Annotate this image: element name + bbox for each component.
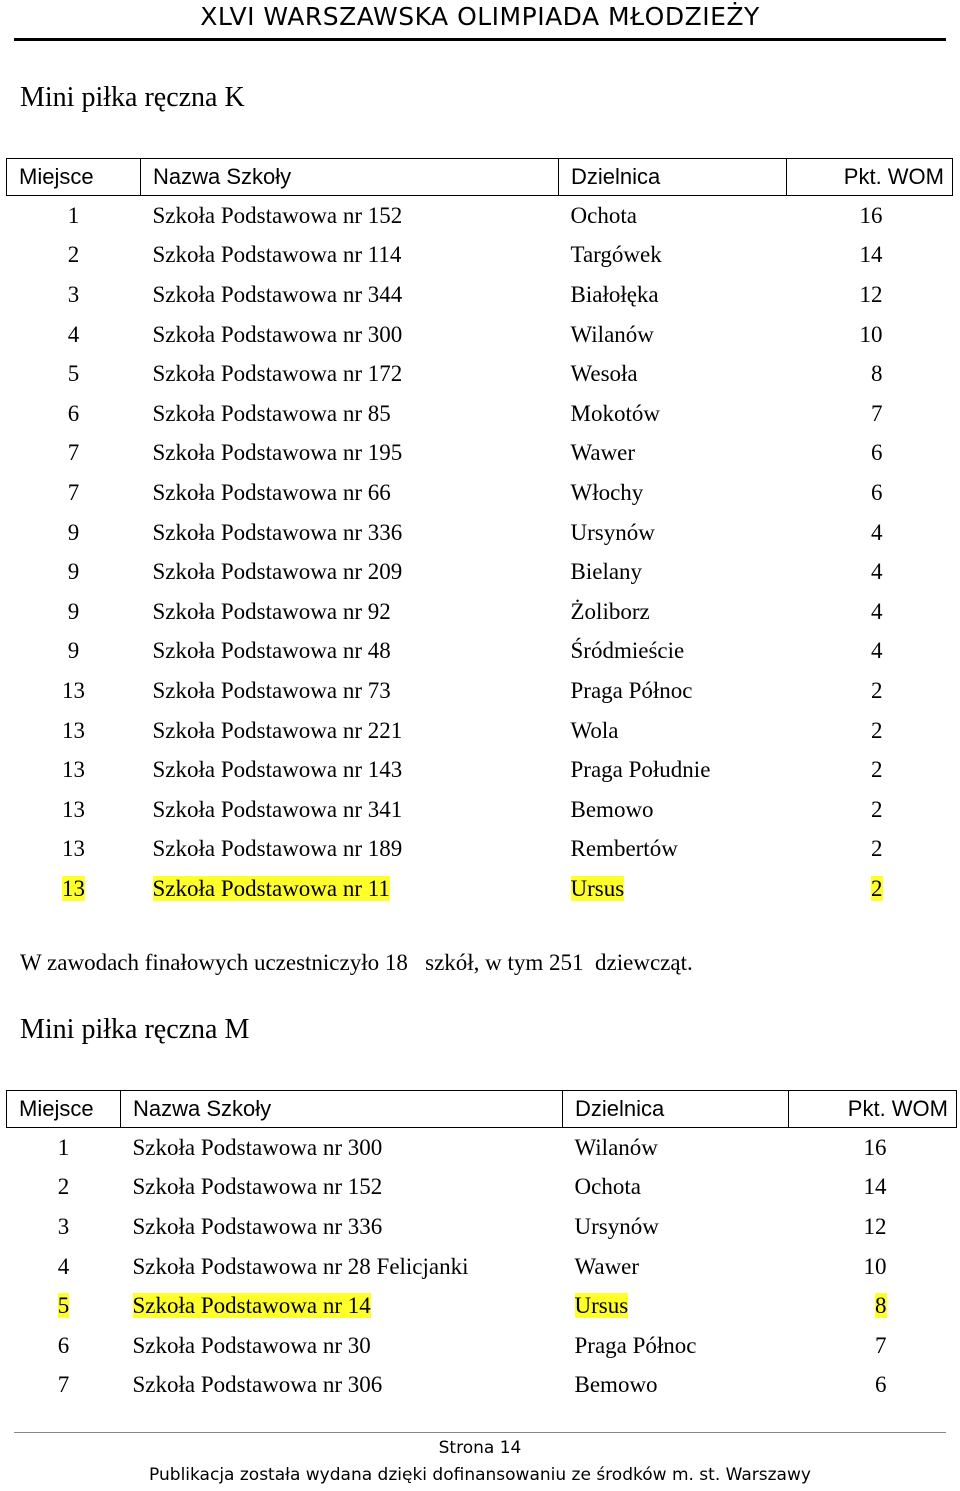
table-row: [7, 790, 953, 830]
place-cell: [7, 750, 141, 790]
table-row: [7, 1168, 957, 1208]
points-cell: [787, 869, 953, 909]
points-cell: [787, 236, 953, 276]
points-cell: [787, 473, 953, 513]
column-header-points: Pkt. WOM: [789, 1091, 957, 1128]
cell-text: Praga Północ: [570, 677, 693, 703]
results-table-k: [6, 158, 953, 909]
section-title-k: Mini piłka ręczna K: [20, 82, 245, 113]
school-cell: [141, 315, 559, 355]
points-cell: [787, 592, 953, 632]
table-row: [7, 1128, 957, 1168]
cell-text: 16: [859, 202, 883, 228]
cell-text: 4: [67, 321, 80, 347]
place-cell: [7, 394, 141, 434]
table-row: [7, 513, 953, 553]
school-cell: [141, 790, 559, 830]
table-row: [7, 711, 953, 751]
district-cell: [559, 671, 787, 711]
table-row: [7, 315, 953, 355]
cell-text: 4: [871, 559, 883, 585]
district-cell: [563, 1207, 789, 1247]
district-cell: [559, 513, 787, 553]
publication-note: Publikacja została wydana dzięki dofinansowaniu ze środków m. st. Warszawy: [149, 1465, 811, 1485]
cell-text: 2: [871, 836, 883, 862]
points-cell: [789, 1366, 957, 1406]
cell-text: Szkoła Podstawowa nr 344: [152, 281, 403, 307]
cell-text: 2: [871, 677, 883, 703]
points-cell: [787, 671, 953, 711]
table-row: [7, 1326, 957, 1366]
points-cell: [787, 513, 953, 553]
table-row: [7, 552, 953, 592]
cell-text: Szkoła Podstawowa nr 14: [132, 1293, 371, 1319]
cell-text: Wawer: [574, 1253, 640, 1279]
table-row: [7, 354, 953, 394]
cell-text: 9: [67, 638, 80, 664]
district-cell: [559, 196, 787, 236]
school-cell: [121, 1207, 563, 1247]
place-cell: [7, 434, 141, 474]
cell-text: 4: [871, 598, 883, 624]
cell-text: 9: [67, 559, 80, 585]
cell-text: Szkoła Podstawowa nr 300: [152, 321, 403, 347]
cell-text: 13: [62, 875, 85, 901]
cell-text: 7: [67, 479, 80, 505]
points-cell: [789, 1207, 957, 1247]
cell-text: 9: [67, 519, 80, 545]
school-cell: [141, 632, 559, 672]
cell-text: 1: [57, 1134, 70, 1160]
points-cell: [789, 1128, 957, 1168]
cell-text: 4: [57, 1253, 70, 1279]
points-cell: [787, 196, 953, 236]
cell-text: Ursynów: [574, 1213, 659, 1239]
cell-text: Żoliborz: [570, 598, 650, 624]
cell-text: Szkoła Podstawowa nr 189: [152, 836, 403, 862]
school-cell: [141, 869, 559, 909]
header-divider: [14, 38, 946, 41]
cell-text: 10: [863, 1253, 887, 1279]
points-cell: [787, 830, 953, 870]
page-number: Strona 14: [438, 1438, 522, 1458]
table-row: [7, 1286, 957, 1326]
cell-text: 8: [875, 1293, 887, 1319]
cell-text: Szkoła Podstawowa nr 172: [152, 361, 403, 387]
table-row: [7, 592, 953, 632]
cell-text: Szkoła Podstawowa nr 85: [152, 400, 391, 426]
cell-text: Śródmieście: [570, 638, 685, 664]
cell-text: Szkoła Podstawowa nr 114: [152, 242, 402, 268]
cell-text: 14: [859, 242, 883, 268]
place-cell: [7, 275, 141, 315]
table-row: [7, 196, 953, 236]
district-cell: [559, 711, 787, 751]
points-cell: [787, 394, 953, 434]
table-row: [7, 1207, 957, 1247]
place-cell: [7, 473, 141, 513]
school-cell: [141, 513, 559, 553]
place-cell: [7, 354, 141, 394]
column-header-school: Nazwa Szkoły: [121, 1091, 563, 1128]
cell-text: Wilanów: [570, 321, 654, 347]
cell-text: 6: [67, 400, 80, 426]
cell-text: 13: [62, 717, 85, 743]
cell-text: 16: [863, 1134, 887, 1160]
place-cell: [7, 513, 141, 553]
school-cell: [121, 1128, 563, 1168]
school-cell: [121, 1286, 563, 1326]
page-header: [0, 0, 960, 40]
points-cell: [787, 790, 953, 830]
points-cell: [787, 315, 953, 355]
cell-text: Ochota: [574, 1174, 641, 1200]
district-cell: [563, 1366, 789, 1406]
cell-text: Białołęka: [570, 281, 659, 307]
district-cell: [563, 1326, 789, 1366]
cell-text: 4: [871, 519, 883, 545]
cell-text: Szkoła Podstawowa nr 92: [152, 598, 391, 624]
school-cell: [141, 394, 559, 434]
place-cell: [7, 1128, 121, 1168]
cell-text: 13: [62, 796, 85, 822]
cell-text: 5: [67, 361, 80, 387]
district-cell: [563, 1286, 789, 1326]
district-cell: [563, 1168, 789, 1208]
school-cell: [141, 473, 559, 513]
cell-text: 2: [871, 717, 883, 743]
table-row: [7, 1247, 957, 1287]
district-cell: [559, 830, 787, 870]
table-row: [7, 830, 953, 870]
cell-text: 7: [871, 400, 883, 426]
place-cell: [7, 790, 141, 830]
cell-text: Bemowo: [570, 796, 654, 822]
cell-text: 12: [859, 281, 883, 307]
district-cell: [559, 869, 787, 909]
points-cell: [787, 434, 953, 474]
district-cell: [559, 552, 787, 592]
school-cell: [141, 671, 559, 711]
points-cell: [787, 552, 953, 592]
column-header-district: Dzielnica: [559, 159, 787, 196]
place-cell: [7, 830, 141, 870]
participation-note: W zawodach finałowych uczestniczyło 18 szkół, w tym 251 dziewcząt.: [20, 950, 693, 975]
section-title-m: Mini piłka ręczna M: [20, 1014, 250, 1045]
cell-text: Szkoła Podstawowa nr 209: [152, 559, 403, 585]
school-cell: [141, 196, 559, 236]
footer-divider: [14, 1432, 946, 1433]
cell-text: Wesoła: [570, 361, 638, 387]
cell-text: Ochota: [570, 202, 637, 228]
place-cell: [7, 592, 141, 632]
cell-text: 2: [67, 242, 80, 268]
table-row: [7, 632, 953, 672]
cell-text: 8: [871, 361, 883, 387]
cell-text: Ursynów: [570, 519, 655, 545]
column-header-points: Pkt. WOM: [787, 159, 953, 196]
cell-text: 4: [871, 638, 883, 664]
district-cell: [559, 632, 787, 672]
table-row: [7, 275, 953, 315]
district-cell: [559, 473, 787, 513]
table-row: [7, 750, 953, 790]
results-table-m: [6, 1090, 957, 1405]
place-cell: [7, 1168, 121, 1208]
cell-text: 6: [871, 479, 883, 505]
cell-text: 13: [62, 677, 85, 703]
table-row: [7, 869, 953, 909]
cell-text: 10: [859, 321, 883, 347]
cell-text: Wilanów: [574, 1134, 658, 1160]
points-cell: [787, 275, 953, 315]
table-header-row: [7, 159, 953, 196]
school-cell: [121, 1168, 563, 1208]
cell-text: Praga Południe: [570, 757, 711, 783]
cell-text: Mokotów: [570, 400, 660, 426]
header-title: XLVI WARSZAWSKA OLIMPIADA MŁODZIEŻY: [200, 2, 760, 31]
school-cell: [121, 1247, 563, 1287]
place-cell: [7, 1207, 121, 1247]
school-cell: [141, 354, 559, 394]
cell-text: Ursus: [574, 1293, 629, 1319]
cell-text: Szkoła Podstawowa nr 30: [132, 1332, 371, 1358]
school-cell: [141, 434, 559, 474]
place-cell: [7, 236, 141, 276]
school-cell: [141, 830, 559, 870]
place-cell: [7, 1286, 121, 1326]
cell-text: 3: [67, 281, 80, 307]
cell-text: Targówek: [570, 242, 662, 268]
cell-text: Szkoła Podstawowa nr 11: [152, 875, 390, 901]
place-cell: [7, 711, 141, 751]
cell-text: Szkoła Podstawowa nr 336: [132, 1213, 383, 1239]
points-cell: [787, 711, 953, 751]
cell-text: Szkoła Podstawowa nr 195: [152, 440, 403, 466]
cell-text: 13: [62, 836, 85, 862]
points-cell: [787, 632, 953, 672]
school-cell: [141, 750, 559, 790]
cell-text: 13: [62, 757, 85, 783]
place-cell: [7, 869, 141, 909]
cell-text: 6: [875, 1372, 887, 1398]
cell-text: 6: [57, 1332, 70, 1358]
points-cell: [789, 1247, 957, 1287]
cell-text: Szkoła Podstawowa nr 221: [152, 717, 403, 743]
cell-text: 2: [871, 875, 883, 901]
cell-text: Szkoła Podstawowa nr 48: [152, 638, 391, 664]
school-cell: [141, 552, 559, 592]
points-cell: [789, 1326, 957, 1366]
cell-text: Szkoła Podstawowa nr 300: [132, 1134, 383, 1160]
place-cell: [7, 1247, 121, 1287]
cell-text: Szkoła Podstawowa nr 143: [152, 757, 403, 783]
table-row: [7, 434, 953, 474]
cell-text: Szkoła Podstawowa nr 66: [152, 479, 391, 505]
cell-text: Bielany: [570, 559, 643, 585]
place-cell: [7, 1366, 121, 1406]
cell-text: Szkoła Podstawowa nr 152: [152, 202, 403, 228]
cell-text: 6: [871, 440, 883, 466]
cell-text: Wawer: [570, 440, 636, 466]
school-cell: [141, 275, 559, 315]
column-header-place: Miejsce: [7, 1091, 121, 1128]
place-cell: [7, 1326, 121, 1366]
points-cell: [789, 1168, 957, 1208]
school-cell: [141, 592, 559, 632]
table-row: [7, 394, 953, 434]
table-row: [7, 236, 953, 276]
district-cell: [563, 1247, 789, 1287]
points-cell: [787, 750, 953, 790]
cell-text: 5: [57, 1293, 70, 1319]
table-header-row: [7, 1091, 957, 1128]
school-cell: [141, 236, 559, 276]
table-row: [7, 671, 953, 711]
cell-text: Włochy: [570, 479, 644, 505]
cell-text: Szkoła Podstawowa nr 73: [152, 677, 391, 703]
district-cell: [563, 1128, 789, 1168]
district-cell: [559, 315, 787, 355]
cell-text: 12: [863, 1213, 887, 1239]
cell-text: Szkoła Podstawowa nr 341: [152, 796, 403, 822]
cell-text: Rembertów: [570, 836, 678, 862]
points-cell: [787, 354, 953, 394]
cell-text: Ursus: [570, 875, 625, 901]
district-cell: [559, 750, 787, 790]
school-cell: [141, 711, 559, 751]
district-cell: [559, 790, 787, 830]
cell-text: Praga Północ: [574, 1332, 697, 1358]
column-header-place: Miejsce: [7, 159, 141, 196]
cell-text: Szkoła Podstawowa nr 336: [152, 519, 403, 545]
cell-text: 2: [871, 796, 883, 822]
cell-text: 3: [57, 1213, 70, 1239]
cell-text: 2: [57, 1174, 70, 1200]
place-cell: [7, 552, 141, 592]
district-cell: [559, 592, 787, 632]
cell-text: Szkoła Podstawowa nr 152: [132, 1174, 383, 1200]
cell-text: 7: [875, 1332, 887, 1358]
school-cell: [121, 1366, 563, 1406]
place-cell: [7, 196, 141, 236]
cell-text: 7: [67, 440, 80, 466]
cell-text: Wola: [570, 717, 619, 743]
cell-text: 9: [67, 598, 80, 624]
district-cell: [559, 236, 787, 276]
place-cell: [7, 671, 141, 711]
cell-text: Szkoła Podstawowa nr 306: [132, 1372, 383, 1398]
district-cell: [559, 394, 787, 434]
column-header-school: Nazwa Szkoły: [141, 159, 559, 196]
cell-text: Szkoła Podstawowa nr 28 Felicjanki: [132, 1253, 469, 1279]
district-cell: [559, 354, 787, 394]
cell-text: 7: [57, 1372, 70, 1398]
school-cell: [121, 1326, 563, 1366]
place-cell: [7, 315, 141, 355]
cell-text: 1: [67, 202, 80, 228]
table-row: [7, 473, 953, 513]
table-row: [7, 1366, 957, 1406]
district-cell: [559, 275, 787, 315]
column-header-district: Dzielnica: [563, 1091, 789, 1128]
place-cell: [7, 632, 141, 672]
cell-text: Bemowo: [574, 1372, 658, 1398]
district-cell: [559, 434, 787, 474]
points-cell: [789, 1286, 957, 1326]
cell-text: 2: [871, 757, 883, 783]
cell-text: 14: [863, 1174, 887, 1200]
